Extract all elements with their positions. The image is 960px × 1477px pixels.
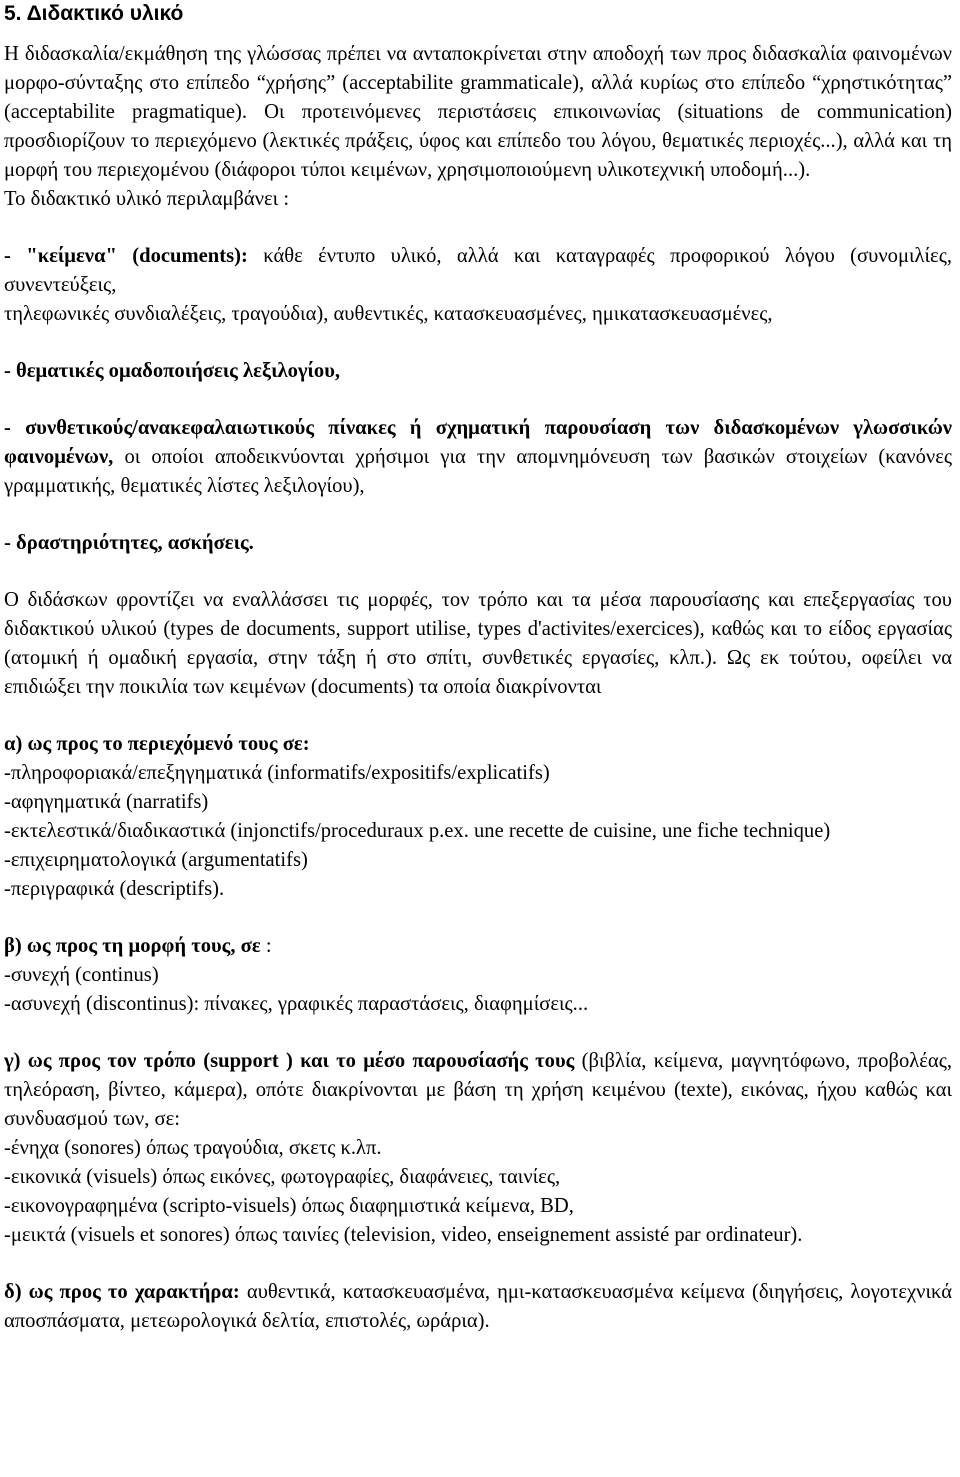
- section-a: [4, 730, 952, 904]
- section-d-paragraph: δ) ως προς το χαρακτήρα: αυθεντικά, κατασκευασμένα, ημι-κατασκευασμένα κείμενα (διηγήσεις, λογοτεχνικά αποσπάσματα, μετεωρολογικά δελτία, επιστολές, ωράρια).: [4, 1281, 953, 1332]
- document-page: [0, 2, 960, 1477]
- section-c: [4, 1047, 952, 1250]
- section-a-line: -αφηγηματικά (narratifs): [4, 791, 209, 813]
- section-b-line: -συνεχή (continus): [4, 964, 159, 986]
- section-title: 5. Διδακτικό υλικό: [4, 2, 184, 25]
- section-c-heading: γ) ως προς τον τρόπο (support ) και το μέσο παρουσίασής τους (βιβλία, κείμενα, μαγνητόφωνο, προβολέας, τηλεόραση, βίντεο, κάμερα), οπότε διακρίνονται με βάση τη χρήση κειμένου (texte), εικόνας, ήχου καθώς και συνδυασμού των, σε:: [4, 1050, 952, 1130]
- section-a-line: -εκτελεστικά/διαδικαστικά (injonctifs/proceduraux p.ex. une recette de cuisine, une fiche technique): [4, 820, 831, 842]
- section-c-line: -ένηχα (sonores) όπως τραγούδια, σκετς κ.λπ.: [4, 1137, 382, 1159]
- section-c-line: -εικονογραφημένα (scripto-visuels) όπως διαφημιστικά κείμενα, BD,: [4, 1195, 574, 1217]
- section-d: [4, 1278, 952, 1336]
- teacher-paragraph: Ο διδάσκων φροντίζει να εναλλάσσει τις μορφές, τον τρόπο και τα μέσα παρουσίασης και επεξεργασίας του διδακτικού υλικού (types de documents, support utilise, types d'activites/exercices), καθώς και το είδος εργασίας (ατομική ή ομαδική εργασία, στην τάξη ή στο σπίτι, συνθετικές εργασίες, κλπ.). Ως εκ τούτου, οφείλει να επιδιώξει την ποικιλία των κειμένων (documents) τα οποία διακρίνονται: [4, 589, 952, 698]
- section-a-heading: α) ως προς το περιεχόμενό τους σε:: [4, 733, 310, 755]
- item-documents-label: - "κείμενα" (documents):: [4, 245, 248, 267]
- intro-paragraph: [4, 40, 952, 214]
- section-a-line: -περιγραφικά (descriptifs).: [4, 878, 225, 900]
- section-b: [4, 932, 952, 1019]
- intro-lead: Το διδακτικό υλικό περιλαμβάνει :: [4, 188, 290, 210]
- section-b-heading: β) ως προς τη μορφή τους, σε :: [4, 935, 272, 957]
- item-thematic: [4, 357, 952, 386]
- item-activities: [4, 529, 952, 558]
- item-tables-label: - συνθετικούς/ανακεφαλαιωτικούς πίνακες ή σχηματική παρουσίαση των διδασκομένων γλωσσικών φαινομένων,: [4, 417, 952, 468]
- item-tables-text: οι οποίοι αποδεικνύονται χρήσιμοι για την απομνημόνευση των βασικών στοιχείων (κανόνες γραμματικής, θεματικές λίστες λεξιλογίου),: [4, 446, 952, 497]
- item-tables: [4, 414, 952, 501]
- section-c-last-line: -μεικτά (visuels et sonores) όπως ταινίες (television, video, enseignement assisté par ordinateur).: [4, 1224, 803, 1246]
- section-b-line: -ασυνεχή (discontinus): πίνακες, γραφικές παραστάσεις, διαφημίσεις...: [4, 993, 589, 1015]
- section-c-line: -εικονικά (visuels) όπως εικόνες, φωτογραφίες, διαφάνειες, ταινίες,: [4, 1166, 561, 1188]
- section-a-line: -επιχειρηματολογικά (argumentatifs): [4, 849, 308, 871]
- item-documents-line2: τηλεφωνικές συνδιαλέξεις, τραγούδια), αυθεντικές, κατασκευασμένες, ημικατασκευασμένες,: [4, 303, 773, 325]
- item-documents: [4, 242, 952, 329]
- section-a-line: -πληροφοριακά/επεξηγηματικά (informatifs/expositifs/explicatifs): [4, 762, 550, 784]
- item-documents-text: κάθε έντυπο υλικό, αλλά και καταγραφές προφορικού λόγου (συνομιλίες, συνεντεύξεις,: [4, 245, 953, 296]
- item-thematic-label: - θεματικές ομαδοποιήσεις λεξιλογίου,: [4, 360, 341, 382]
- item-activities-label: - δραστηριότητες, ασκήσεις.: [4, 532, 254, 554]
- intro-text: Η διδασκαλία/εκμάθηση της γλώσσας πρέπει να ανταποκρίνεται στην αποδοχή των προς διδασκαλία φαινομένων μορφο-σύνταξης στο επίπεδο “χρήσης” (acceptabilite grammaticale), αλλά κυρίως στο επίπεδο “χρηστικότητας” (acceptabilite pragmatique). Οι προτεινόμενες περιστάσεις επικοινωνίας (situations de communication) προσδιορίζουν το περιεχόμενο (λεκτικές πράξεις, ύφος και επίπεδο του λόγου, θεματικές περιοχές...), αλλά και τη μορφή του περιεχομένου (διάφοροι τύποι κειμένων, χρησιμοποιούμενη υλικοτεχνική υποδομή...).: [4, 43, 952, 181]
